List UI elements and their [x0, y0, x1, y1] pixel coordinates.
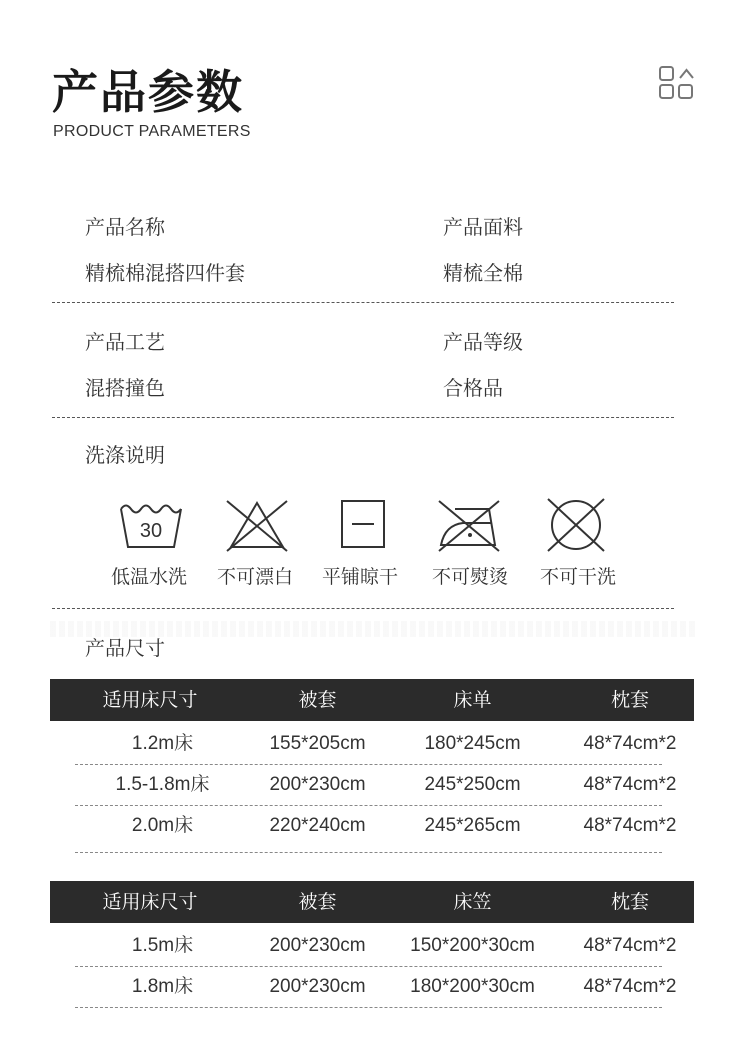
wash-label-low-temp: 低温水洗	[110, 566, 187, 588]
th-fitted-sheet: 床笠	[453, 891, 492, 913]
cell: 180*200*30cm	[410, 976, 535, 997]
no-iron-icon	[437, 497, 501, 553]
sizes-title: 产品尺寸	[85, 636, 165, 660]
table-row	[75, 926, 677, 966]
wash-label-no-bleach: 不可漂白	[216, 566, 293, 588]
cell: 48*74cm*2	[583, 774, 677, 795]
row-divider	[75, 1007, 662, 1008]
th-pillowcase: 枕套	[610, 689, 649, 711]
page-subtitle: PRODUCT PARAMETERS	[53, 123, 251, 140]
table-row	[75, 806, 677, 846]
cell: 48*74cm*2	[583, 935, 677, 956]
cell: 1.2m床	[131, 733, 194, 754]
param-label-grade: 产品等级	[443, 330, 523, 354]
th-duvet: 被套	[298, 689, 337, 711]
row-divider	[75, 852, 662, 853]
cell: 1.5m床	[131, 935, 194, 956]
th-bed-size: 适用床尺寸	[102, 689, 198, 711]
th-bed-size: 适用床尺寸	[102, 891, 198, 913]
no-dry-clean-icon	[544, 497, 608, 553]
cell: 155*205cm	[269, 733, 366, 754]
page-title: 产品参数	[52, 65, 244, 119]
param-value-name: 精梳棉混搭四件套	[85, 261, 245, 285]
th-duvet: 被套	[298, 891, 337, 913]
grid-icon	[658, 64, 696, 102]
cell: 150*200*30cm	[410, 935, 535, 956]
cell: 2.0m床	[131, 815, 194, 836]
param-label-craft: 产品工艺	[85, 330, 165, 354]
wash-label-no-iron: 不可熨烫	[431, 566, 508, 588]
cell: 220*240cm	[269, 815, 366, 836]
table-row	[75, 724, 677, 764]
param-label-name: 产品名称	[85, 215, 165, 239]
cell: 180*245cm	[424, 733, 521, 754]
cell: 48*74cm*2	[583, 976, 677, 997]
cell: 1.8m床	[131, 976, 194, 997]
param-value-craft: 混搭撞色	[85, 376, 165, 400]
table2-header	[50, 881, 694, 923]
wash-label-dry-flat: 平铺晾干	[321, 566, 398, 588]
cell: 200*230cm	[269, 976, 366, 997]
param-value-grade: 合格品	[443, 376, 503, 400]
wash-30-icon	[119, 497, 183, 553]
cell: 200*230cm	[269, 774, 366, 795]
washing-title: 洗涤说明	[85, 443, 165, 467]
table-row	[75, 765, 677, 805]
th-pillowcase: 枕套	[610, 891, 649, 913]
dry-flat-icon	[330, 497, 394, 553]
cell: 245*250cm	[424, 774, 521, 795]
no-bleach-icon	[225, 497, 289, 553]
divider	[52, 608, 674, 609]
wash-temp-text: 30	[139, 520, 163, 542]
cell: 1.5-1.8m床	[115, 774, 210, 795]
cell: 48*74cm*2	[583, 733, 677, 754]
param-label-fabric: 产品面料	[443, 215, 523, 239]
cell: 48*74cm*2	[583, 815, 677, 836]
table1-header	[50, 679, 694, 721]
wash-label-no-dry-clean: 不可干洗	[539, 566, 616, 588]
param-value-fabric: 精梳全棉	[443, 261, 523, 285]
cell: 245*265cm	[424, 815, 521, 836]
divider	[52, 302, 674, 303]
divider	[52, 417, 674, 418]
cell: 200*230cm	[269, 935, 366, 956]
table-row	[75, 967, 677, 1007]
th-sheet: 床单	[453, 689, 492, 711]
